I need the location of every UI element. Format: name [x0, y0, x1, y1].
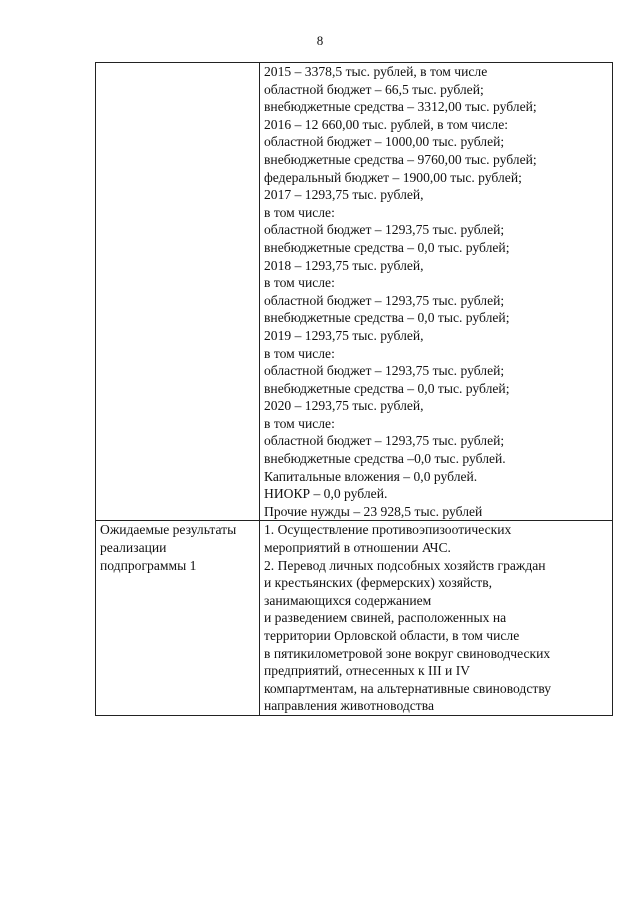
results-label-line: реализации [100, 540, 167, 556]
table-row-results [96, 521, 613, 716]
results-line: и разведением свиней, расположенных на [264, 610, 507, 626]
funding-line: 2015 – 3378,5 тыс. рублей, в том числе [264, 64, 488, 79]
funding-line: Прочие нужды – 23 928,5 тыс. рублей [264, 503, 483, 519]
table-row-funding [96, 63, 613, 521]
funding-line: областной бюджет – 1293,75 тыс. рублей; [264, 222, 505, 238]
funding-line: федеральный бюджет – 1900,00 тыс. рублей; [264, 169, 522, 185]
funding-line: 2019 – 1293,75 тыс. рублей, [264, 327, 424, 343]
funding-line: 2017 – 1293,75 тыс. рублей, [264, 187, 424, 203]
results-line: 1. Осуществление противоэпизоотических [264, 522, 512, 538]
results-line: и крестьянских (фермерских) хозяйств, [264, 575, 493, 591]
funding-line: 2016 – 12 660,00 тыс. рублей, в том числе: [264, 116, 509, 132]
funding-line: областной бюджет – 1000,00 тыс. рублей; [264, 134, 505, 150]
funding-line: 2018 – 1293,75 тыс. рублей, [264, 257, 424, 273]
results-label-cell [96, 521, 260, 716]
results-line: предприятий, отнесенных к III и IV [264, 663, 471, 679]
funding-line: внебюджетные средства – 3312,00 тыс. рублей; [264, 99, 537, 115]
funding-line: внебюджетные средства – 0,0 тыс. рублей; [264, 239, 510, 255]
results-line: направления животноводства [264, 698, 435, 714]
funding-value-cell [260, 63, 613, 521]
results-label-line: подпрограммы 1 [100, 557, 197, 573]
results-line: территории Орловской области, в том числе [264, 628, 520, 643]
results-line: в пятикилометровой зоне вокруг свиноводческих [264, 645, 551, 661]
results-line: 2. Перевод личных подсобных хозяйств граждан [264, 557, 546, 573]
results-line: компартментам, на альтернативные свиноводству [264, 680, 552, 696]
funding-line: НИОКР – 0,0 рублей. [264, 486, 388, 502]
funding-line: внебюджетные средства – 0,0 тыс. рублей; [264, 310, 510, 326]
funding-line: внебюджетные средства – 9760,00 тыс. рублей; [264, 151, 537, 167]
page-number: 8 [316, 33, 324, 48]
subprogram-table [95, 62, 613, 716]
funding-line: в том числе: [264, 345, 335, 361]
funding-line: 2020 – 1293,75 тыс. рублей, [264, 398, 424, 414]
results-line: мероприятий в отношении АЧС. [264, 540, 451, 556]
funding-line: областной бюджет – 66,5 тыс. рублей; [264, 81, 484, 97]
funding-line: в том числе: [264, 204, 335, 220]
funding-line: внебюджетные средства –0,0 тыс. рублей. [264, 451, 506, 467]
funding-line: областной бюджет – 1293,75 тыс. рублей; [264, 363, 505, 379]
funding-line: Капитальные вложения – 0,0 рублей. [264, 468, 478, 484]
funding-line: областной бюджет – 1293,75 тыс. рублей; [264, 292, 505, 308]
funding-line: внебюджетные средства – 0,0 тыс. рублей; [264, 380, 510, 396]
funding-line: в том числе: [264, 415, 335, 431]
results-line: занимающихся содержанием [264, 592, 432, 608]
funding-line: в том числе: [264, 275, 335, 291]
funding-line: областной бюджет – 1293,75 тыс. рублей; [264, 433, 505, 449]
results-value-cell [260, 521, 613, 716]
results-label-line: Ожидаемые результаты [100, 522, 237, 538]
funding-label-cell [96, 63, 260, 521]
